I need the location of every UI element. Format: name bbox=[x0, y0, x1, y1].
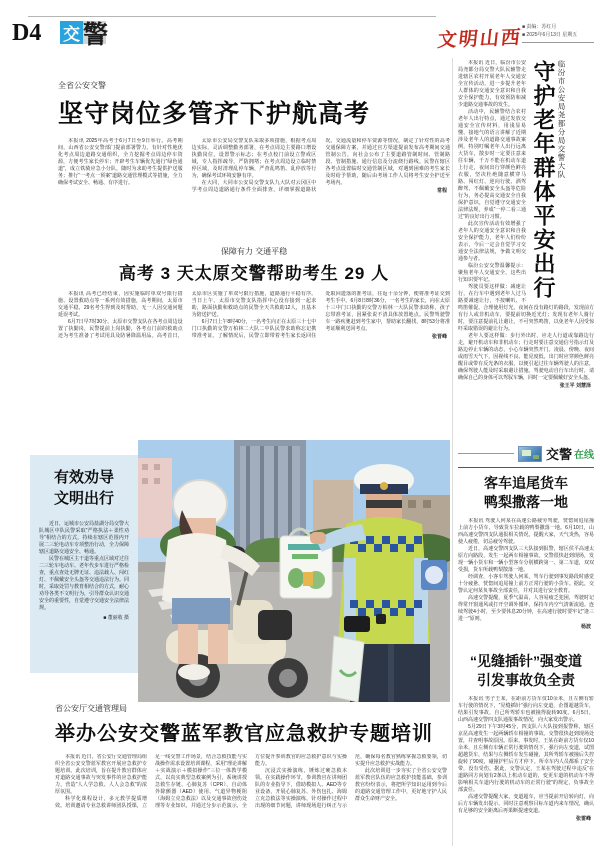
news-photo bbox=[138, 440, 450, 702]
column-divider bbox=[452, 58, 453, 846]
article-elderly-safety bbox=[458, 60, 594, 418]
online-rule bbox=[458, 453, 514, 454]
article5-headline-line1: “见缝插针”强变道 bbox=[470, 653, 582, 669]
article4-body: 本报讯 驾驶人何某在高速公路疲劳驾驶，恍惚间追尾撞上前方小货车，导致货车拉载的鸭梨撒落一地。6月10日，山西高速交警四支队通报相关情况，提醒大家，天气炎热，容易使人疲倦，切忌疲劳驾驶。 近日，高速交警四支队三大队接到报警，辖区侯平高速太原方向路段，发生一起两车相撞事故。交警很快赶到现场，发现一辆小货车和一辆小型客车分别横跨第一、第二车道，双双受损，货车所载鸭梨散落一地。 经调查，小客车驾驶人何某，驾车行驶到事发路段时感觉十分疲惫，恍惚间追尾撞上前方正常行驶的小货车。据此，交警认定何某负事故全部责任，并对其进行安全教育。 高速交警提醒，夏季气温高，人容易疲乏犯困，驾驶时记得常开窗通风或打开空调外循环，保持车内空气清新流通。连续驾驶4小时，至少要休息20分钟，在高速行驶时要牢记“逢三进一”原则。 杨波 bbox=[458, 518, 594, 630]
article3-vertical-head bbox=[530, 60, 594, 304]
article1-byline: 常程 bbox=[436, 188, 447, 194]
article-lane-change bbox=[458, 652, 594, 849]
online-section-header bbox=[458, 444, 594, 468]
article2-kicker: 保障有力 交通平稳 bbox=[220, 247, 288, 256]
article4-headline-line1: 客车追尾货车 bbox=[484, 475, 568, 491]
article3-body: 守护老年群体平安出行 临汾市公安局尧都分局交警大队 本报讯 近日，临汾市公安局尧都分局交警大队民辅警走进辖区农村开展老年人交通安全宣传活动，进一步提升老年人群体的交通安全意识和自我安全保护能力，有效预防和减少道路交通事故的发生。 活动中，民辅警结合农村老年人出行特点，通过发放交通安全宣传材料，用浅显易懂、接地气的语言讲解了近期涉及老年人的道路交通事故案例，特别叮嘱老年人出行远离大货车，散步时一定要注意来往车辆，千万不能在机动车道上行走，夜间出行穿颜色鲜亮衣服，坚决杜绝随意横穿马路、闯红灯、逆向行驶、酒驾醉驾、不佩戴安全头盔等危险行为，务必提高交通安全自我保护意识，自觉遵守交通安全法律法规，养成“一停二看三通过”的良好出行习惯。 此次宣传活动有效增强了老年人的交通安全意识和自我安全保护能力，老年人们纷纷表示，今后一定会自觉学习交通安全法律法规，争做文明交通参与者。 临汾公安交警温馨提示：聚焦老年人交通安全，这些出行知识要牢记。 驾驶员要这样做：减速让行，在行车中遇到老年人过马路要减速让行，不按喇叭、不鸣笛催促。合理使用灯光，夜间在没有路灯的路段，发现前方有行人或非机动车，要提前切换近光灯；发现有老年人骑行时，要注意提前礼让避让，不可突然鸣笛，以免老年人因受惊吓采取错误的避让行为。 老年人要这样做：步行外出时，应走人行道或靠路边行走，避开机动车和非机动车；行走时要注意交通信号指示灯及路边停止车辆的动态，小心车辆突然开门。凌晨、傍晚、夜间或雨雪天气下，因视线不良、能见度低，出门时应穿颜色鲜亮醒目或带有反光条的衣服，以便引起过往车辆驾驶人的注意，确保驾驶人能及时采取避让措施。驾驶电动自行车出行时，请确保自己的身体可以驾驭车辆，同时一定要佩戴好安全头盔。 张王平 刘慧泽 bbox=[458, 60, 594, 389]
online-label-bold: 交警 bbox=[545, 447, 572, 462]
article-taiyuan-help bbox=[58, 246, 450, 441]
article6-body: 本报讯 近日，省公安厅交通管理局组织全省公安交警蓝军教官开展应急救护专题培训。此次培训，旨在提升教官群体应对道路交通事故与突发事件的应急救护能力，营造“人人学急救、人人会急救”的浓厚氛围。 科学化课程设计，多元教学提质增效。培训邀请专业急救讲师团队授课，立足一线交警工作场景，结合急救技能与实战操作需求设置培训课程，采用“理论讲解＋实战演示＋模拟操作”三位一体教学模式，以真实典型急救案例为引，系统讲授急救生存链、心肺复苏（CPR）、自动体外除颤器（AED）使用、气道异物梗阻（海姆立克急救法）以及交通事故创伤处理等专业知识，并通过分步示范演示，全方位提升参训教官的应急救护意识与实操能力。 沉浸式实操演练，锤炼过硬急救本领。在实践操作环节，参训教官在讲师团队的专业指导下，借助模拟人、AED等专业设备，开展心肺复苏、外伤包扎、海姆立克急救法等实操演练，针对操作过程中出现的细节问题，讲师现场进行纠正与示范，确保每名教官熟练掌握急救要领，切实提升应急救护实战能力。 此次培训进一步夯实了全省公安交警蓝军教官队伍的应急救护技能基础，参训教官纷纷表示，将把所学知识运用到今后的道路交通管理工作中，更好地守护人民群众生命财产安全。 bbox=[55, 754, 447, 809]
online-photo-icon bbox=[518, 446, 542, 462]
photo-caption-panel bbox=[30, 455, 138, 673]
issue-info bbox=[522, 23, 594, 43]
photo-credit: ■ 董丽收 摄 bbox=[103, 615, 129, 621]
article1-body: 本报讯 2025年高考于6月7日至9日举行。高考期间，山西省公安交警部门提前部署警力，有针对性地优化考点周边道路交通组织，全力挖掘考点周边停车资源，方便考生家长停车；开辟考生车辆优先通行“绿色通道”，成立铁骑应急小分队，随时为求助考生提供护送服务；推行“一考点一预案”道路交通管理模式等措施，全力确保考试安全、畅通、有序进行。 太原市公安局交警支队采取多项措施，根据考点周边实际，灵活调整勤务部署，在考点周边主要路口增设执勤岗位，设置警示标志；在考点校门前设立警戒区域，专人指挥疏导，严防拥堵；在考点周边设立临时禁停区域，及时清理乱停车辆，严查乱鸣笛、乱停放等行为，确保考试环境安静有序。 在大同，大同市公安局交警支队九大队对云冈区中学考点周边道路通行条件全面排查，详细掌握道路状况、交通流量和停车资源等情况，制定了针对性的高考交通保障方案，并通过官方渠道提前发布高考期间交通管制公告，向社会公布了主要道路管制时间、管制路段、管制措施、通行信息及分流绕行路线。民警在辖区各考点设置临时交通管制区域，对遇到困难的考生家长及时给予帮助，随后由考场工作人员将考生安全护送至考场内。 常程 bbox=[58, 138, 450, 194]
article5-headline-line2: 引发事故负全责 bbox=[477, 672, 575, 688]
article-gaokao-escort bbox=[58, 80, 450, 250]
article3-kicker: 临汾市公安局尧都分局交警大队 bbox=[557, 60, 566, 179]
article1-headline: 坚守岗位多管齐下护航高考 bbox=[58, 100, 371, 128]
article3-headline: 守护老年群体平安出行 bbox=[531, 60, 556, 300]
article-rescue-training bbox=[55, 703, 447, 849]
newspaper-brand: 文明山西 bbox=[436, 27, 524, 52]
editor-line: ■ 责编：苏红月 bbox=[522, 24, 557, 30]
article6-headline: 举办公安交警蓝军教官应急救护专题培训 bbox=[55, 723, 433, 745]
news-photo-illustration bbox=[138, 440, 450, 702]
article-pear-truck bbox=[458, 474, 594, 646]
section-logo-jing: 警 bbox=[83, 20, 109, 49]
section-logo bbox=[60, 20, 109, 49]
article4-headline-line2: 鸭梨撒落一地 bbox=[484, 494, 568, 510]
article3-byline: 张王平 刘慧泽 bbox=[559, 383, 591, 389]
online-label-green: 在线 bbox=[574, 450, 594, 461]
section-logo-jiao: 交 bbox=[60, 21, 83, 44]
article2-headline: 高考 3 天太原交警帮助考生 29 人 bbox=[118, 264, 390, 283]
article5-body: 本报讯 男子王某，在距前方货车仅10余米，且左侧有轿车行驶的情况下，“见缝插针”强行向左变道，企图超越货车，结果引发事故，自己所驾轿车也被撞得旋转90度。6月5日，山西高速交警四支队通报事故情况，向大家发出警示。 5月29日下午3时45分，四支队六大队接到报警称，辖区京昆高速发生一起两辆轿车相撞的事故。交警很快赶到现场处置，并查明事故原因。原来，事发时，王某在距前方货车仅10余米，且左侧有车辆正常行驶的情况下，强行向左变道，试图超越货车，结果与左侧轿车发生碰撞，其所驾轿车被撞后失控旋转了90度，碰撞护栏后方才停下。所幸车内人员都系了安全带，没有受伤。据此，交警认定，王某在驾驶过程中违反“在道路同方向划有2条以上机动车道的，变更车道的机动车不得影响相关车道内行驶的机动车的正常行驶”的规定，负事故全部责任。 高速交警提醒大家，变道超车，应当提前开启转向灯，向后方车辆发出提示，同时注意观察目标车道内来车情况，确认有足够的安全距离后再果断提速变道。 张雷峰 bbox=[458, 696, 594, 822]
article2-byline: 张晋峰 bbox=[431, 334, 447, 340]
photo-title-line2: 文明出行 bbox=[53, 490, 114, 507]
article1-kicker: 全省公安交警 bbox=[58, 81, 106, 90]
photo-caption-body: 近日，运城市公安局盐湖分局交警大队城区中队民警采取“严格执法＋柔性劝导”相结合的方式，持续在辖区范围内开展二三轮电动车专项整治行动，全力保障辖区道路交通安全、畅通。 民警在城区主干道等重点区域对过往二三轮车电动车、老年代步车进行严格检查，重点查处无牌无证、违法载人、闯红灯、不佩戴安全头盔等交通违法行为。同时，采取处罚与教育相结合的方式，耐心劝导各类不文明行为，引导群众认识交通安全的重要性，自觉遵守交通安全法律法规。 ■ 董丽收 摄 bbox=[39, 521, 130, 621]
page-number: D4 bbox=[12, 20, 42, 46]
photo-title-line1: 有效劝导 bbox=[53, 469, 114, 486]
article4-byline: 杨波 bbox=[580, 624, 591, 630]
article6-kicker: 省公安厅交通管理局 bbox=[55, 704, 127, 713]
article5-byline: 张雷峰 bbox=[575, 816, 591, 822]
date-line: ■ 2025年6月13日 星期五 bbox=[522, 32, 578, 38]
article2-body: 本报讯 高考已经结束，因实施临时单双号限行措施、设置救助点等一系列有效措施，高考期间，太原市交通平稳，29名考生得到及时帮助，无一人因交通问题延误考试。 6月7日早7时30分，太原市交警支队在各考点周边设置了执勤岗，民警提前上岗执勤，各考点门前的救助点还为考生准备了考试用具及防暑降温用品。高考首日，太原市区实施了单双号限行措施，道路通行平稳有序。当日上午，太原市交警支队指挥中心没有接到一起求助，路面执勤和救助点的民警全天共救助12人，且基本为陪送护送。 6月7日上午8时40分，一名考生向正在太原三十七中门口执勤的交警万柏林二大队二中队民警求助称忘记携带准考证。了解情况后，民警立即带着考生家长返回住处取回遗落的准考证，往返十余分钟，便将准考证交到考生手中。6月8日8时36分，一名考生的家长，向在太原十三中门口执勤的交警万柏林一大队民警求助称，孩子忘带准考证，因紧张说不清具体放置地点。民警驾驶警车一路疾驰赶到考生家中，帮助家长翻找，8时53分将准考证顺利送回考点。 张晋峰 bbox=[58, 291, 450, 340]
